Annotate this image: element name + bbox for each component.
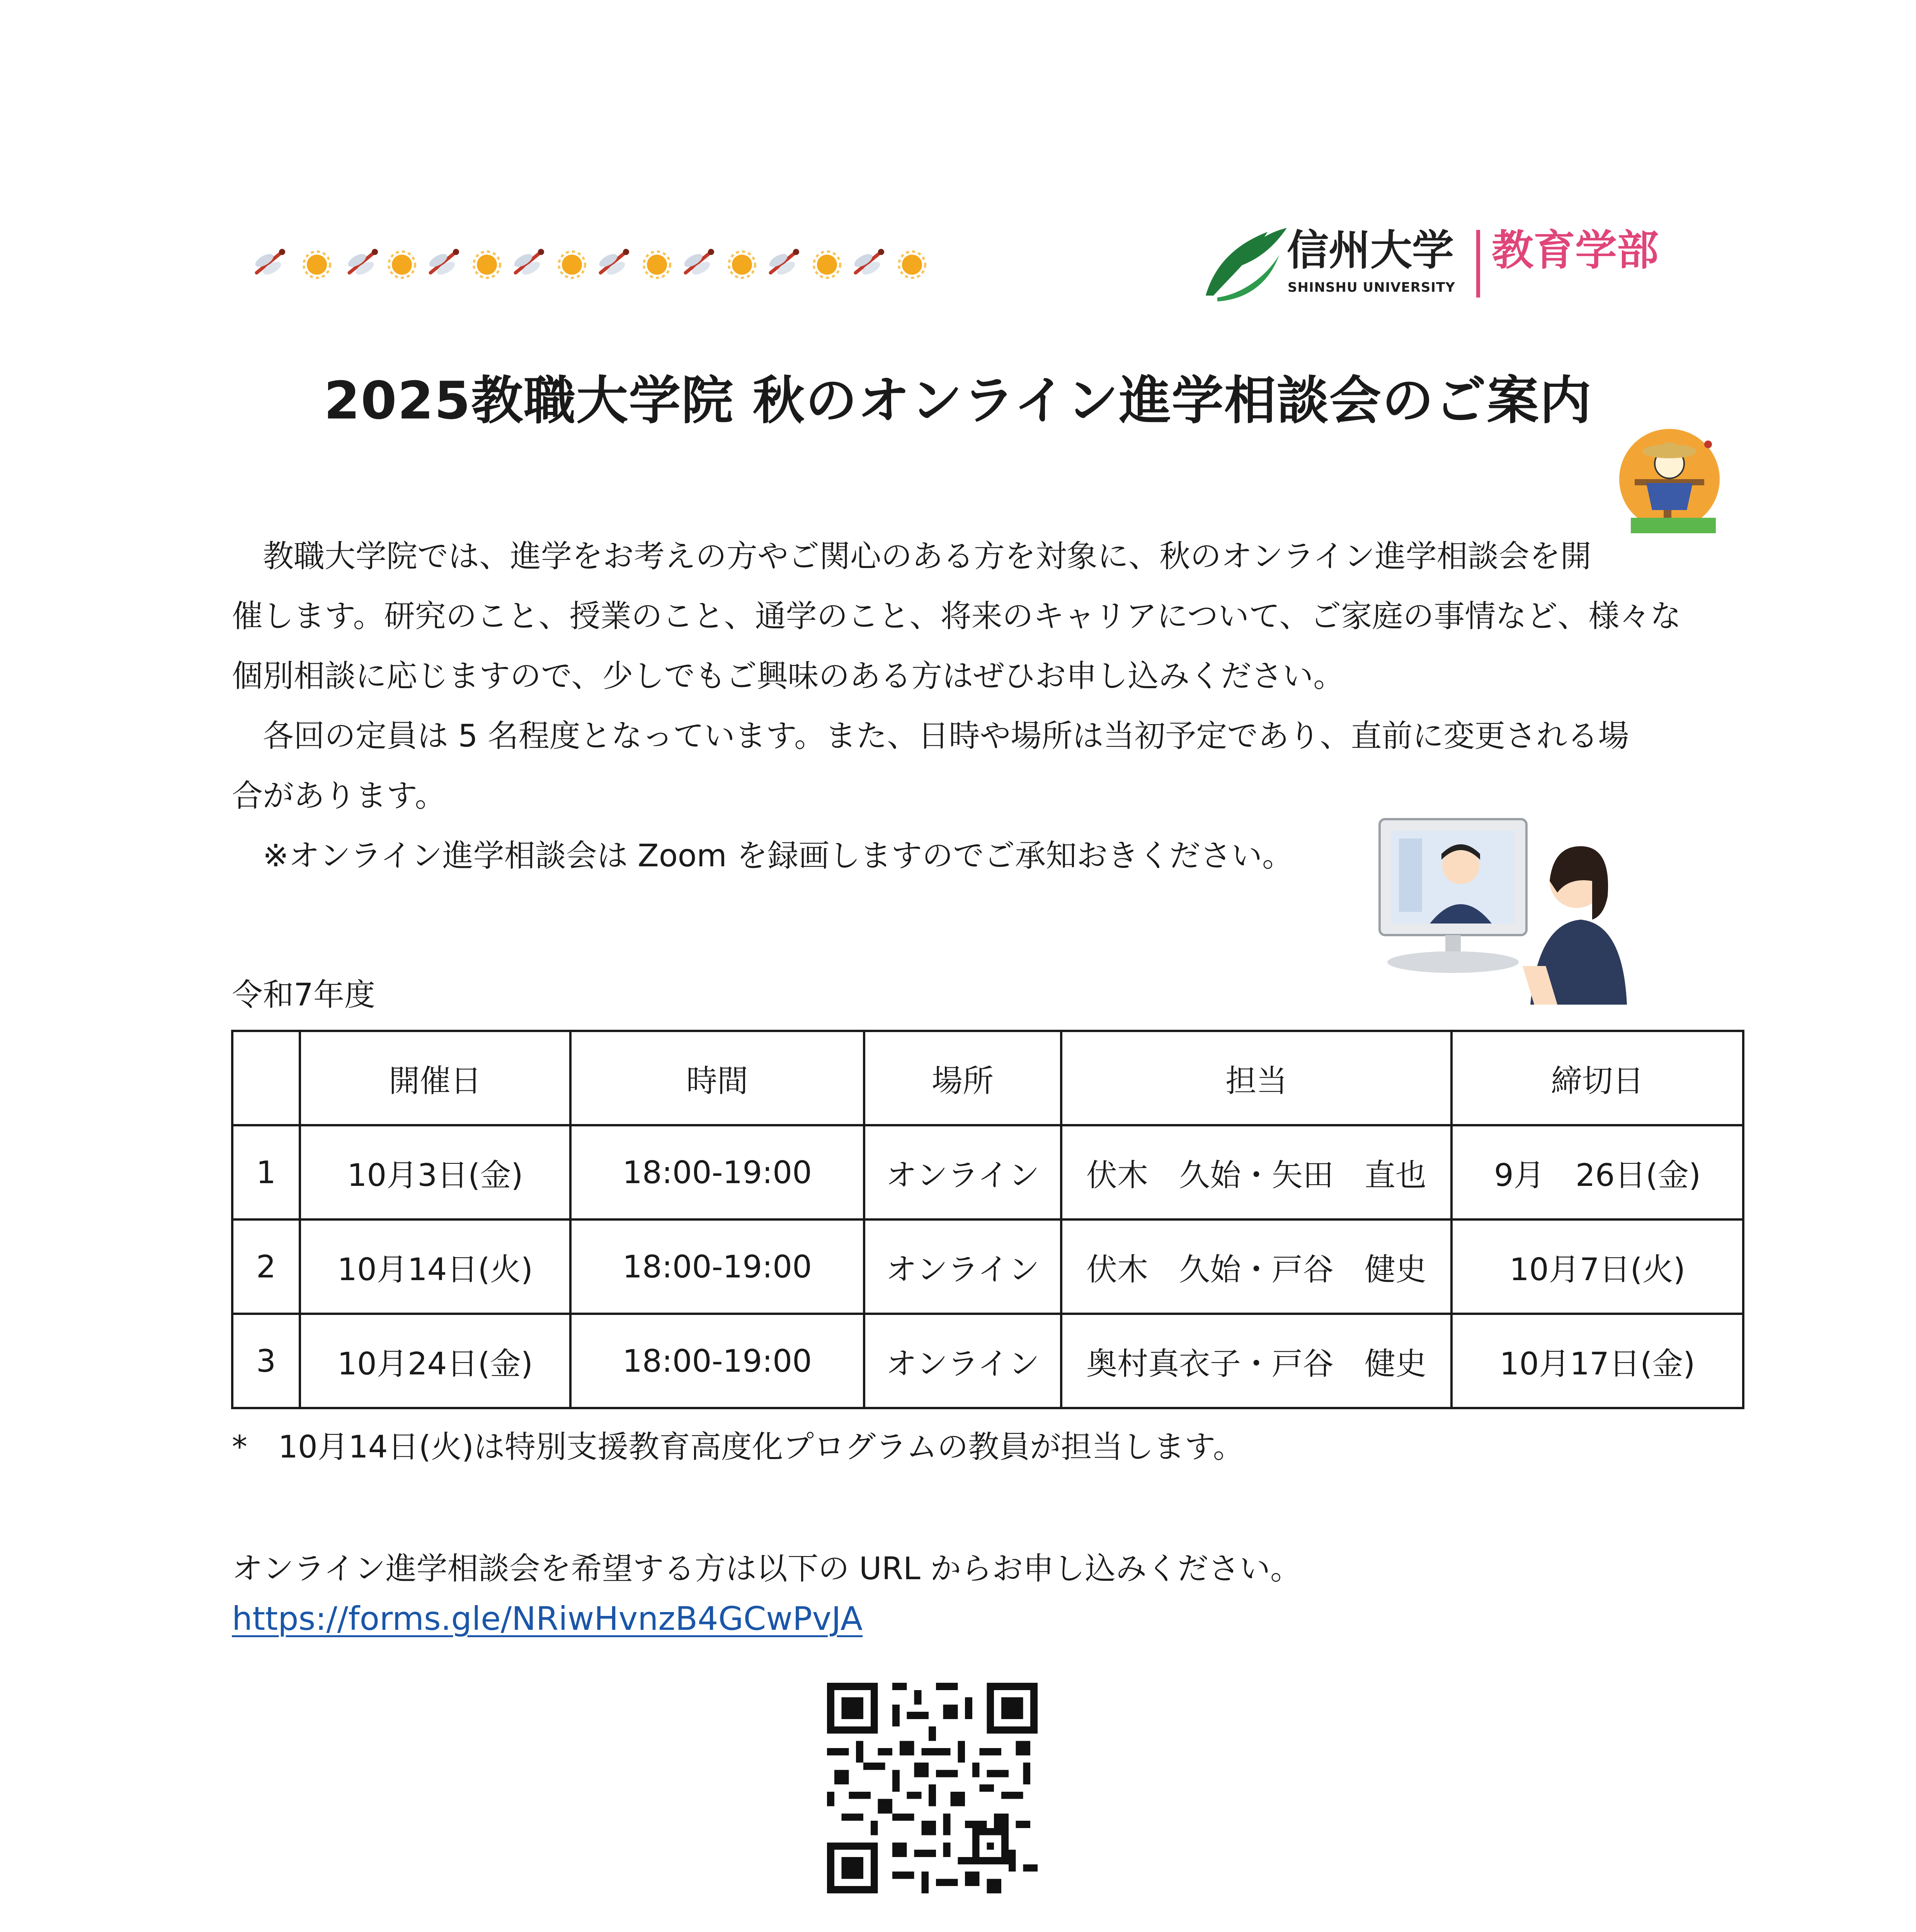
session-date: 10月24日(金) xyxy=(300,1314,570,1408)
intro-line: ※オンライン進学相談会は Zoom を録画しますのでご承知おきください。 xyxy=(232,838,1293,874)
session-time: 18:00-19:00 xyxy=(570,1125,864,1219)
logo-faculty-name: 教育学部 xyxy=(1492,226,1659,275)
intro-line: 合があります。 xyxy=(232,778,446,814)
table-row xyxy=(232,1314,1743,1408)
dragonfly-icon xyxy=(253,249,285,277)
header-cell: 場所 xyxy=(864,1031,1061,1125)
sun-icon xyxy=(729,252,755,278)
logo-divider xyxy=(1476,230,1480,298)
sun-icon xyxy=(814,252,840,278)
session-staff: 奥村真衣子・戸谷 健史 xyxy=(1061,1314,1451,1408)
session-number: 1 xyxy=(232,1125,300,1219)
session-deadline: 10月7日(火) xyxy=(1451,1219,1743,1314)
dragonfly-icon xyxy=(427,249,459,277)
header-cell: 担当 xyxy=(1061,1031,1451,1125)
table-row xyxy=(232,1125,1743,1219)
header-cell: 開催日 xyxy=(300,1031,570,1125)
logo-university-en: SHINSHU UNIVERSITY xyxy=(1288,280,1455,295)
header-cell xyxy=(232,1031,300,1125)
application-form-link[interactable]: https://forms.gle/NRiwHvnzB4GCwPvJA xyxy=(232,1600,863,1638)
dragonfly-icon xyxy=(346,249,378,277)
intro-line: 各回の定員は 5 名程度となっています。また、日時や場所は当初予定であり、直前に変更される場 xyxy=(232,718,1629,754)
dragonfly-icon xyxy=(512,249,544,277)
header-cell: 締切日 xyxy=(1451,1031,1743,1125)
session-place: オンライン xyxy=(864,1219,1061,1314)
fiscal-year-label: 令和7年度 xyxy=(232,977,375,1013)
session-time: 18:00-19:00 xyxy=(570,1219,864,1314)
table-header-row xyxy=(232,1031,1743,1125)
session-deadline: 10月17日(金) xyxy=(1451,1314,1743,1408)
intro-line: 個別相談に応じますので、少しでもご興味のある方はぜひお申し込みください。 xyxy=(232,658,1344,694)
intro-line: 催します。研究のこと、授業のこと、通学のこと、将来のキャリアについて、ご家庭の事情など、様々な xyxy=(232,598,1681,634)
session-staff: 伏木 久始・戸谷 健史 xyxy=(1061,1219,1451,1314)
dragonfly-icon xyxy=(682,249,714,277)
intro-line: 教職大学院では、進学をお考えの方やご関心のある方を対象に、秋のオンライン進学相談会を開 xyxy=(232,538,1591,574)
session-number: 2 xyxy=(232,1219,300,1314)
sun-icon xyxy=(644,252,670,278)
sun-icon xyxy=(474,252,500,278)
session-place: オンライン xyxy=(864,1125,1061,1219)
session-place: オンライン xyxy=(864,1314,1061,1408)
session-date: 10月14日(火) xyxy=(300,1219,570,1314)
session-number: 3 xyxy=(232,1314,300,1408)
logo-university-name: 信州大学 xyxy=(1287,226,1454,275)
dragonfly-icon xyxy=(852,249,884,277)
session-deadline: 9月 26日(金) xyxy=(1451,1125,1743,1219)
online-consultation-illustration xyxy=(1376,804,1627,1005)
header-cell: 時間 xyxy=(570,1031,864,1125)
session-time: 18:00-19:00 xyxy=(570,1314,864,1408)
leaf-icon xyxy=(1206,228,1287,301)
schedule-table xyxy=(231,1030,1744,1409)
application-qr-code[interactable] xyxy=(827,1683,1038,1893)
page-title: 2025教職大学院 秋のオンライン進学相談会のご案内 xyxy=(324,371,1592,431)
dragonfly-icon xyxy=(597,249,629,277)
dragonfly-sun-border xyxy=(247,236,935,290)
sun-icon xyxy=(389,252,415,278)
table-footnote: * 10月14日(火)は特別支援教育高度化プログラムの教員が担当します。 xyxy=(232,1429,1244,1465)
sun-icon xyxy=(304,252,330,278)
table-row xyxy=(232,1219,1743,1314)
sun-icon xyxy=(559,252,585,278)
apply-instruction: オンライン進学相談会を希望する方は以下の URL からお申し込みください。 xyxy=(232,1551,1302,1587)
sun-icon xyxy=(899,252,925,278)
session-date: 10月3日(金) xyxy=(300,1125,570,1219)
session-staff: 伏木 久始・矢田 直也 xyxy=(1061,1125,1451,1219)
university-logo xyxy=(1190,197,1704,313)
scarecrow-illustration xyxy=(1615,421,1731,533)
dragonfly-icon xyxy=(767,249,799,277)
